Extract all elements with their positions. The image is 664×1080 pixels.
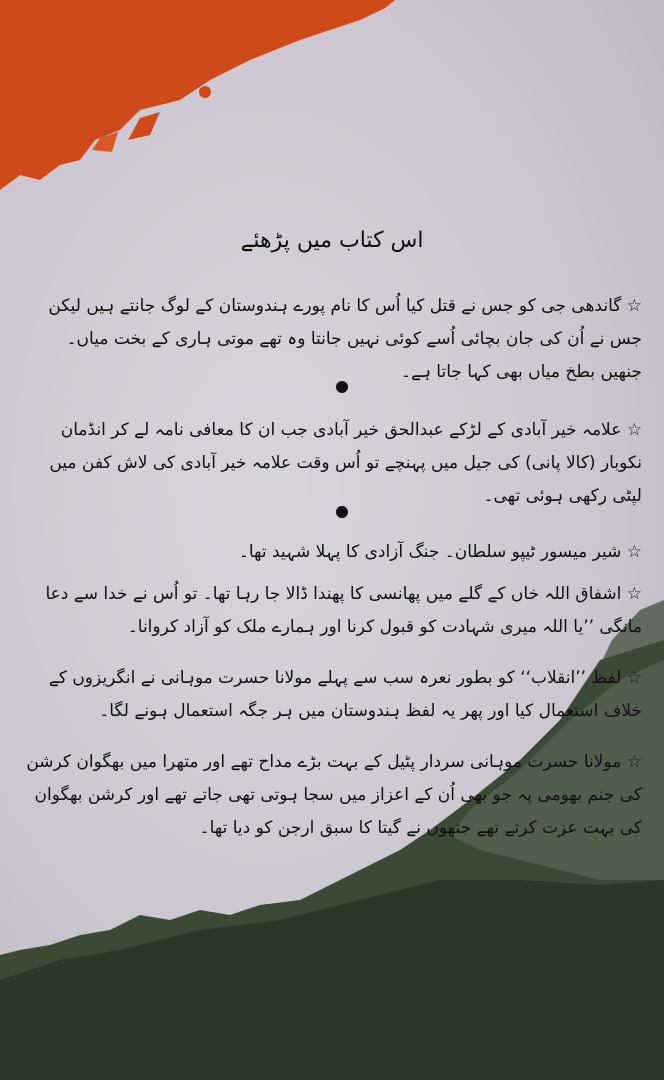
item-text: گاندھی جی کو جس نے قتل کیا اُس کا نام پورے ہندوستان کے لوگ جانتے ہیں لیکن جس نے اُن کی جان بچائی اُسے کوئی نہیں جانتا وہ تھے موتی ہاری کے بخت میاں۔ جنھیں بطخ میاں بھی کہا جاتا ہے۔ [48,296,642,382]
star-icon: ☆ [626,584,642,604]
list-item [24,536,642,569]
list-item [24,746,642,845]
item-text: لفظ ’’انقلاب‘‘ کو بطور نعرہ سب سے پہلے مولانا حسرت موہانی نے انگریزوں کے خلاف استعمال کیا اور پھر یہ لفظ ہندوستان میں ہر جگہ استعمال ہونے لگا۔ [48,668,642,721]
item-text: شیر میسور ٹیپو سلطان۔ جنگ آزادی کا پہلا شہید تھا۔ [238,542,622,562]
star-icon: ☆ [626,668,642,688]
separator-dot [336,506,348,518]
separator-dot [336,381,348,393]
star-icon: ☆ [626,752,642,772]
list-item [24,662,642,728]
list-item [24,290,642,389]
list-item [24,578,642,644]
item-text: اشفاق اللہ خاں کے گلے میں پھانسی کا پھندا ڈالا جا رہا تھا۔ تو اُس نے خدا سے دعا مانگی ’’یا اللہ میری شہادت کو قبول کرنا اور ہمارے ملک کو آزاد کروانا۔ [45,584,642,637]
star-icon: ☆ [626,542,642,562]
page-title: اس کتاب میں پڑھئے [240,228,424,253]
item-text: علامہ خیر آبادی کے لڑکے عبدالحق خیر آبادی جب ان کا معافی نامہ لے کر انڈمان نکوبار (کالا پانی) کی جیل میں پہنچے تو اُس وقت علامہ خیر آبادی کی لاش کفن میں لپٹی رکھی ہوئی تھی۔ [49,420,642,506]
list-item [24,414,642,513]
star-icon: ☆ [626,420,642,440]
item-text: مولانا حسرت موہانی سردار پٹیل کے بہت بڑے مداح تھے اور متھرا میں بھگوان کرشن کی جنم بھومی پہ جو بھی اُن کے اعزاز میں سجا ہوتی تھی جاتے تھے اور کرشن بھگوان کی بہت عزت کرتے تھے جنھوں نے گیتا کا سبق ارجن کو دیا تھا۔ [26,752,642,838]
star-icon: ☆ [626,296,642,316]
